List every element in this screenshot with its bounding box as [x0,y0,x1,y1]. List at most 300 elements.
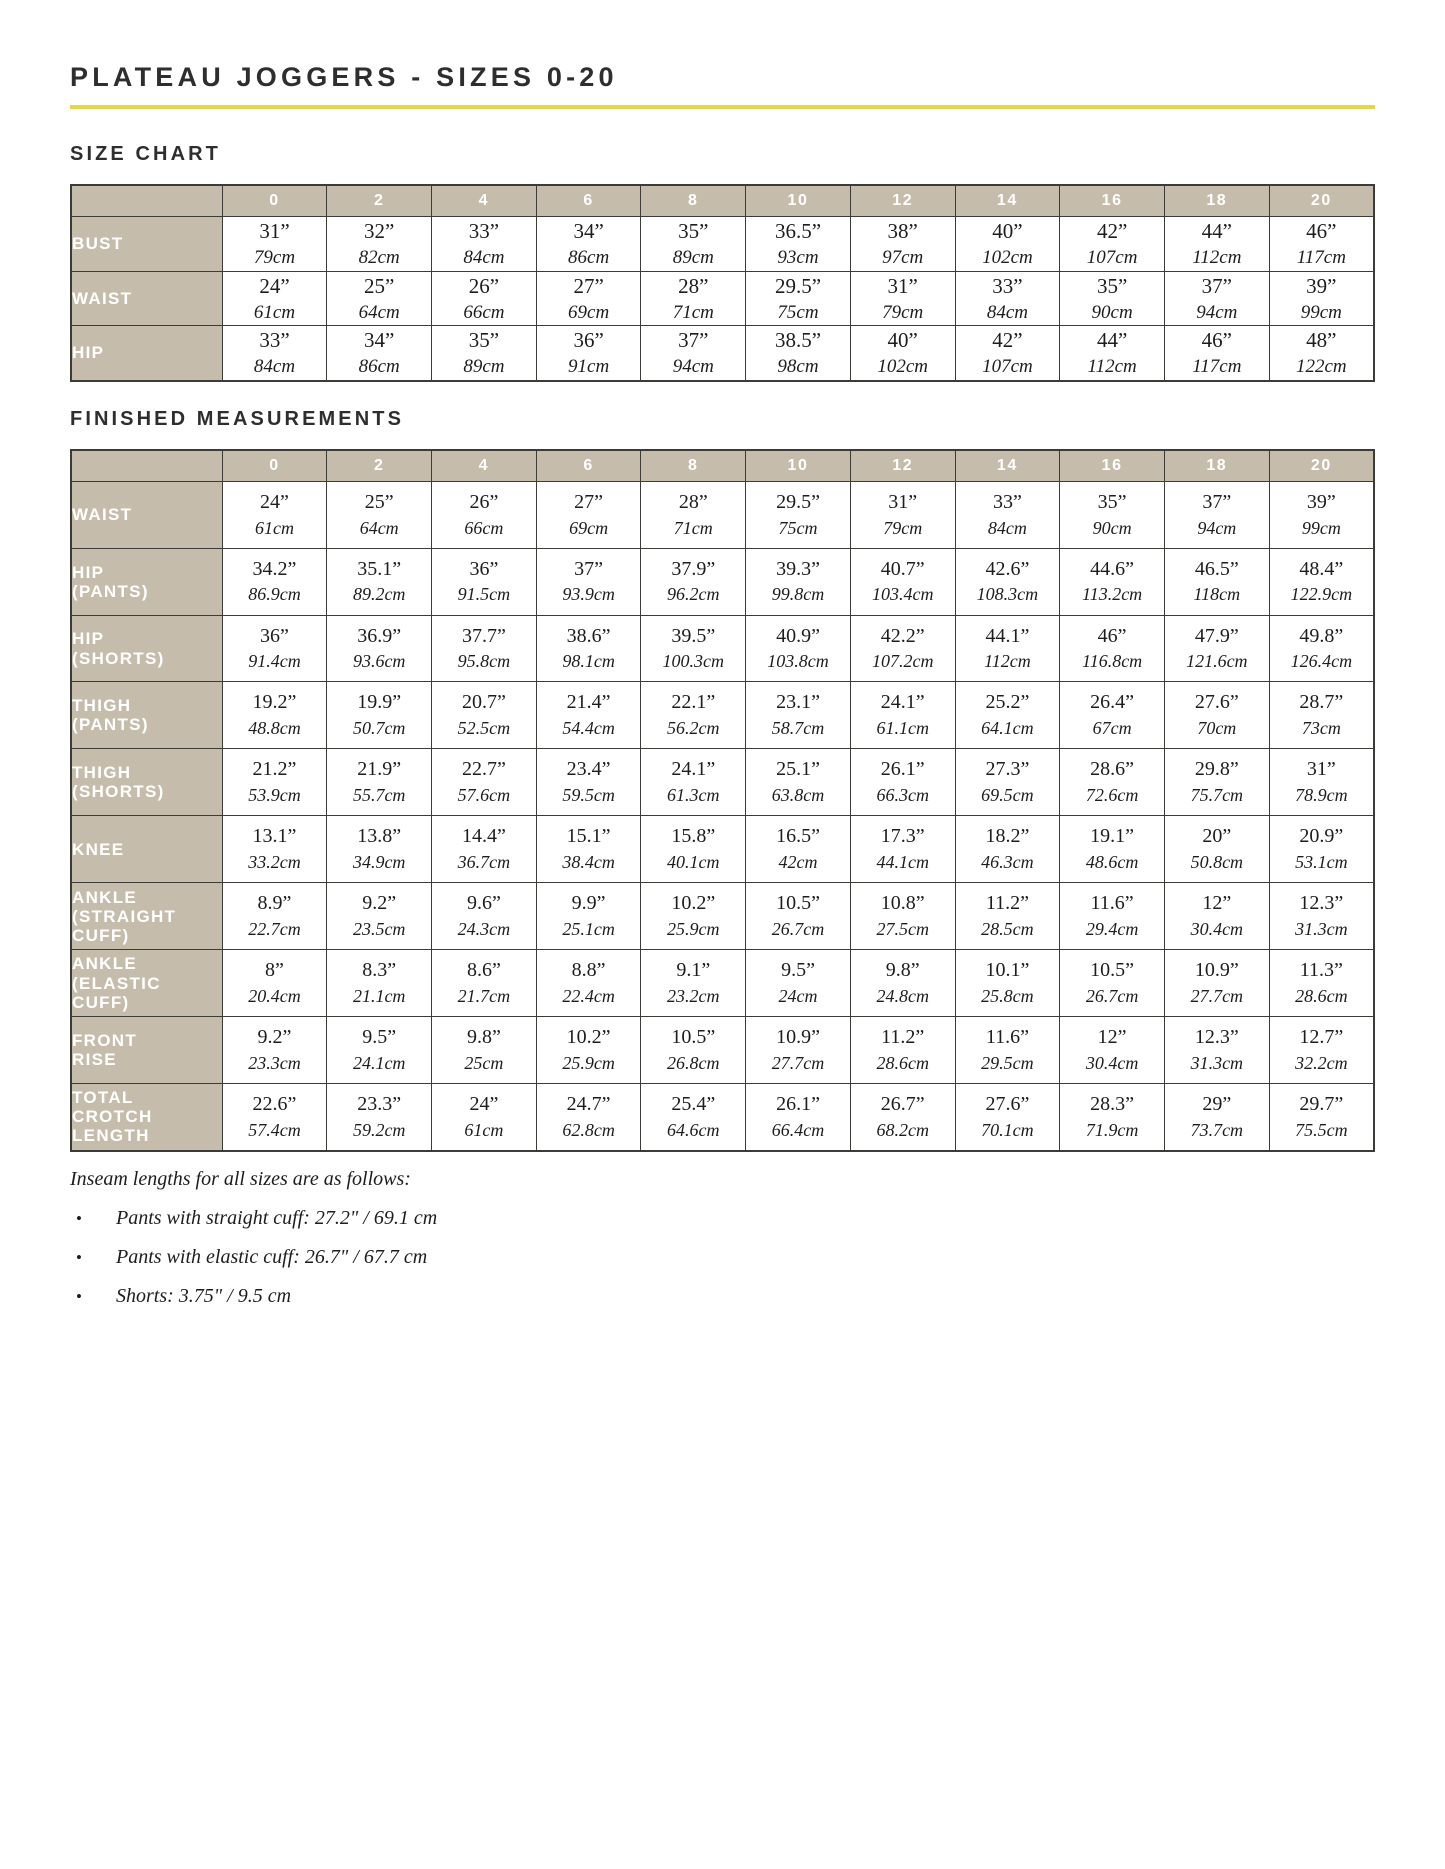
measurement-inches: 36.9” [357,624,402,647]
measurement-inches: 31” [888,490,918,513]
measurement-inches: 37” [574,557,604,580]
inseam-note-text: Pants with elastic cuff: 26.7" / 67.7 cm [116,1245,428,1268]
measurement-cell [1164,548,1269,615]
measurement-cell [536,682,641,749]
measurement-inches: 33” [992,273,1023,298]
measurement-centimeters: 70.1cm [981,1119,1034,1140]
measurement-inches: 24.1” [671,758,716,781]
measurement-centimeters: 29.5cm [981,1052,1034,1073]
measurement-inches: 21.9” [357,758,402,781]
measurement-cell [1164,749,1269,816]
measurement-centimeters: 42cm [778,852,818,873]
measurement-centimeters: 107.2cm [871,651,934,672]
measurement-cell [327,548,432,615]
measurement-centimeters: 102cm [982,247,1033,269]
table-row [71,883,1374,950]
measurement-inches: 35” [678,219,709,243]
size-column-header: 0 [222,450,327,482]
measurement-inches: 37.7” [461,624,506,647]
measurement-cell [746,749,851,816]
size-column-header: 4 [432,450,537,482]
measurement-inches: 22.1” [671,691,716,714]
measurement-centimeters: 62.8cm [562,1119,615,1140]
measurement-cell [955,816,1060,883]
measurement-centimeters: 122.9cm [1290,584,1353,605]
measurement-cell [955,217,1060,272]
measurement-centimeters: 116.8cm [1082,651,1143,672]
size-column-header: 14 [955,185,1060,217]
measurement-inches: 36” [469,557,499,580]
measurement-centimeters: 66.4cm [771,1119,825,1140]
measurement-inches: 12.3” [1299,892,1344,915]
measurement-cell [1060,326,1165,381]
measurement-inches: 9.6” [466,892,501,915]
measurement-centimeters: 25.8cm [981,985,1034,1006]
measurement-cell [432,548,537,615]
measurement-centimeters: 72.6cm [1085,785,1139,806]
measurement-inches: 29.5” [774,273,822,298]
measurement-centimeters: 70cm [1197,718,1237,739]
measurement-centimeters: 68.2cm [876,1119,929,1140]
measurement-cell [850,217,955,272]
measurement-inches: 42” [992,328,1023,353]
measurement-cell [641,615,746,682]
measurement-cell [327,682,432,749]
measurement-cell [641,682,746,749]
measurement-centimeters: 89cm [463,356,505,378]
measurement-cell [536,1083,641,1150]
measurement-centimeters: 122cm [1296,356,1347,378]
measurement-inches: 24” [259,273,290,298]
measurement-cell [746,481,851,548]
measurement-cell [850,615,955,682]
measurement-inches: 11.3” [1299,959,1343,982]
measurement-cell [536,548,641,615]
size-column-header: 20 [1269,185,1374,217]
measurement-inches: 17.3” [880,825,925,848]
measurement-centimeters: 33.2cm [248,852,301,873]
size-column-header: 0 [222,185,327,217]
measurement-cell [955,481,1060,548]
measurement-centimeters: 90cm [1091,301,1133,323]
measurement-centimeters: 97cm [882,247,924,269]
measurement-cell [746,816,851,883]
measurement-centimeters: 21.7cm [457,985,511,1006]
measurement-cell [850,1016,955,1083]
measurement-centimeters: 84cm [986,301,1028,323]
measurement-cell [432,682,537,749]
measurement-centimeters: 22.4cm [562,985,615,1006]
measurement-inches: 36” [260,624,289,647]
measurement-inches: 8” [265,959,284,982]
measurement-centimeters: 79cm [883,517,923,538]
measurement-cell [746,1083,851,1150]
measurement-centimeters: 28.6cm [1295,985,1348,1006]
size-column-header: 2 [327,185,432,217]
measurement-inches: 21.2” [252,758,297,781]
measurement-inches: 49.8” [1299,624,1344,647]
measurement-inches: 12.3” [1194,1025,1239,1048]
measurement-cell [850,1083,955,1150]
measurement-inches: 34.2” [252,557,297,580]
measurement-inches: 23.4” [566,758,611,781]
measurement-centimeters: 69cm [568,301,610,323]
finished-measurements-table-body [71,481,1374,1151]
table-row [71,749,1374,816]
measurement-inches: 24” [260,490,289,513]
measurement-centimeters: 126.4cm [1290,651,1353,672]
measurement-cell [432,615,537,682]
measurement-centimeters: 93cm [777,247,819,269]
measurement-cell [1269,615,1374,682]
measurement-inches: 34” [364,328,395,353]
measurement-cell [850,749,955,816]
measurement-centimeters: 26.7cm [1085,985,1139,1006]
measurement-centimeters: 84cm [253,356,296,378]
measurement-centimeters: 108.3cm [976,584,1039,605]
measurement-centimeters: 67cm [1092,718,1132,739]
measurement-cell [746,950,851,1017]
measurement-inches: 20.7” [461,691,506,714]
measurement-cell [955,883,1060,950]
measurement-row-label: THIGH (PANTS) [71,682,222,749]
measurement-cell [1164,615,1269,682]
measurement-centimeters: 61cm [254,517,294,538]
measurement-cell [1269,548,1374,615]
measurement-cell [955,1016,1060,1083]
measurement-cell [1164,481,1269,548]
measurement-centimeters: 93.6cm [352,651,406,672]
measurement-cell [1060,217,1165,272]
measurement-inches: 11.6” [985,1025,1029,1048]
measurement-cell [536,271,641,326]
measurement-centimeters: 69.5cm [981,785,1034,806]
measurement-cell [327,217,432,272]
measurement-centimeters: 57.4cm [248,1119,301,1140]
measurement-inches: 9.8” [466,1025,501,1048]
measurement-inches: 26.4” [1090,691,1135,714]
measurement-centimeters: 75.5cm [1295,1119,1348,1140]
measurement-cell [850,271,955,326]
measurement-centimeters: 25cm [464,1052,504,1073]
measurement-inches: 10.9” [776,1025,820,1048]
size-column-header: 12 [850,450,955,482]
measurement-cell [432,217,537,272]
measurement-inches: 27.6” [1194,691,1239,714]
measurement-cell [432,481,537,548]
size-column-header: 10 [746,185,851,217]
measurement-inches: 35” [1097,490,1127,513]
size-column-header: 18 [1164,185,1269,217]
measurement-inches: 25.1” [776,758,820,781]
measurement-cell [1060,950,1165,1017]
measurement-inches: 9.9” [571,892,606,915]
measurement-cell [536,217,641,272]
measurement-centimeters: 24cm [778,985,818,1006]
measurement-cell [1269,749,1374,816]
measurement-inches: 14.4” [461,825,506,848]
measurement-cell [641,950,746,1017]
measurement-centimeters: 118cm [1193,584,1241,605]
measurement-centimeters: 107cm [982,356,1033,378]
measurement-inches: 11.6” [1090,892,1134,915]
measurement-inches: 11.2” [881,1025,925,1048]
measurement-centimeters: 79cm [253,247,296,269]
measurement-centimeters: 31.3cm [1190,1052,1244,1073]
measurement-cell [1269,682,1374,749]
measurement-inches: 24” [469,1092,499,1115]
measurement-centimeters: 112cm [1087,356,1137,378]
measurement-centimeters: 73.7cm [1190,1119,1244,1140]
measurement-cell [327,950,432,1017]
measurement-centimeters: 89.2cm [352,584,406,605]
measurement-inches: 33” [259,328,290,353]
measurement-centimeters: 26.8cm [667,1052,720,1073]
measurement-inches: 28” [678,490,708,513]
measurement-centimeters: 91cm [568,356,610,378]
measurement-centimeters: 54.4cm [562,718,615,739]
measurement-cell [955,950,1060,1017]
section-heading-size-chart: SIZE CHART [70,143,221,165]
measurement-centimeters: 107cm [1086,247,1138,269]
list-item [70,1246,1375,1269]
measurement-centimeters: 30.4cm [1190,918,1244,939]
measurement-cell [1164,682,1269,749]
measurement-cell [327,1083,432,1150]
measurement-cell [1269,883,1374,950]
measurement-cell [746,271,851,326]
measurement-cell [1060,749,1165,816]
measurement-cell [222,548,327,615]
measurement-centimeters: 63.8cm [771,785,825,806]
measurement-centimeters: 98cm [777,356,819,378]
measurement-inches: 19.9” [357,691,402,714]
size-column-header: 20 [1269,450,1374,482]
measurement-centimeters: 64.6cm [667,1119,720,1140]
measurement-centimeters: 90cm [1092,517,1132,538]
measurement-centimeters: 30.4cm [1085,1052,1139,1073]
measurement-centimeters: 61.3cm [667,785,720,806]
size-chart-table-body [71,217,1374,381]
measurement-inches: 19.1” [1090,825,1135,848]
measurement-inches: 34” [573,219,604,243]
measurement-cell [850,883,955,950]
size-column-header: 10 [746,450,851,482]
measurement-inches: 26.7” [880,1092,925,1115]
measurement-centimeters: 50.8cm [1190,852,1244,873]
measurement-centimeters: 86.9cm [248,584,301,605]
measurement-inches: 8.6” [466,959,501,982]
measurement-centimeters: 21.1cm [352,985,406,1006]
measurement-inches: 35” [1096,273,1128,298]
measurement-cell [222,1016,327,1083]
measurement-inches: 39” [1306,490,1336,513]
measurement-cell [1269,1016,1374,1083]
measurement-inches: 10.8” [880,892,925,915]
measurement-centimeters: 64cm [358,301,400,323]
measurement-centimeters: 22.7cm [248,918,301,939]
inseam-notes-intro: Inseam lengths for all sizes are as follows: [70,1167,411,1190]
measurement-centimeters: 96.2cm [667,584,720,605]
measurement-inches: 10.5” [1090,959,1135,982]
measurement-centimeters: 53.1cm [1295,852,1348,873]
measurement-row-label: WAIST [71,271,222,326]
measurement-inches: 10.5” [671,1025,716,1048]
measurement-inches: 21.4” [566,691,611,714]
measurement-inches: 44.6” [1090,557,1135,580]
measurement-centimeters: 82cm [358,247,400,269]
measurement-centimeters: 36.7cm [457,852,511,873]
measurement-centimeters: 20.4cm [248,985,301,1006]
measurement-centimeters: 66.3cm [876,785,929,806]
measurement-cell [432,816,537,883]
measurement-inches: 31” [1306,758,1336,781]
measurement-cell [222,1083,327,1150]
measurement-inches: 12.7” [1299,1025,1344,1048]
measurement-centimeters: 23.2cm [667,985,720,1006]
measurement-cell [1164,816,1269,883]
measurement-inches: 46” [1097,624,1127,647]
measurement-centimeters: 24.1cm [352,1052,406,1073]
bullet-icon: • [76,1286,82,1306]
measurement-centimeters: 64cm [359,517,399,538]
inseam-note-text: Shorts: 3.75" / 9.5 cm [116,1284,292,1307]
measurement-centimeters: 27.7cm [1190,985,1244,1006]
measurement-cell [641,548,746,615]
measurement-centimeters: 52.5cm [457,718,511,739]
size-column-header: 12 [850,185,955,217]
measurement-inches: 29.8” [1194,758,1239,781]
measurement-inches: 38” [887,219,918,243]
measurement-inches: 22.6” [252,1092,297,1115]
measurement-cell [1060,271,1165,326]
measurement-centimeters: 28.6cm [876,1052,929,1073]
measurement-row-label: HIP [71,326,222,381]
measurement-inches: 28” [678,273,709,298]
measurement-cell [536,883,641,950]
measurement-cell [850,548,955,615]
table-row [71,1016,1374,1083]
measurement-row-label: THIGH (SHORTS) [71,749,222,816]
finished-measurements-table-head [71,450,1374,482]
size-column-header: 18 [1164,450,1269,482]
measurement-centimeters: 86cm [568,247,610,269]
measurement-centimeters: 23.3cm [248,1052,301,1073]
measurement-inches: 27” [574,490,604,513]
measurement-centimeters: 24.3cm [457,918,511,939]
measurement-cell [432,326,537,381]
measurement-cell [432,883,537,950]
measurement-inches: 37” [678,328,709,353]
measurement-cell [1060,1083,1165,1150]
title-underline-rule [70,105,1375,109]
measurement-centimeters: 27.7cm [771,1052,825,1073]
measurement-cell [222,883,327,950]
measurement-cell [222,271,327,326]
table-header-row [71,450,1374,482]
measurement-inches: 28.7” [1299,691,1344,714]
measurement-inches: 42” [1096,219,1128,243]
size-column-header: 2 [327,450,432,482]
measurement-inches: 25” [364,273,395,298]
measurement-inches: 38.5” [774,328,822,353]
measurement-centimeters: 56.2cm [667,718,720,739]
measurement-centimeters: 99.8cm [771,584,825,605]
measurement-cell [222,950,327,1017]
measurement-cell [1269,1083,1374,1150]
measurement-centimeters: 27.5cm [876,918,929,939]
measurement-cell [222,816,327,883]
table-header-row [71,185,1374,217]
measurement-centimeters: 86cm [358,356,400,378]
measurement-cell [850,816,955,883]
measurement-centimeters: 75cm [778,517,818,538]
measurement-inches: 48.4” [1299,557,1344,580]
measurement-inches: 39” [1306,273,1337,298]
measurement-cell [536,749,641,816]
bullet-icon: • [76,1208,82,1228]
measurement-centimeters: 48.6cm [1085,852,1139,873]
list-item [70,1207,1375,1230]
measurement-centimeters: 59.2cm [352,1119,406,1140]
measurement-inches: 31” [259,219,290,243]
measurement-cell [1164,271,1269,326]
measurement-cell [222,615,327,682]
table-corner-cell [71,185,222,217]
measurement-cell [1269,217,1374,272]
measurement-inches: 26” [469,490,499,513]
finished-measurements-table [70,449,1375,1152]
measurement-centimeters: 59.5cm [562,785,615,806]
measurement-inches: 20.9” [1299,825,1344,848]
measurement-cell [1269,816,1374,883]
table-row [71,950,1374,1017]
measurement-cell [222,217,327,272]
measurement-inches: 10.2” [671,892,716,915]
size-column-header: 16 [1060,185,1165,217]
measurement-inches: 40” [992,219,1023,243]
measurement-inches: 25.4” [671,1092,716,1115]
table-row [71,682,1374,749]
measurement-centimeters: 103.8cm [767,651,829,672]
measurement-cell [955,615,1060,682]
measurement-centimeters: 91.4cm [248,651,301,672]
measurement-centimeters: 55.7cm [352,785,406,806]
measurement-inches: 28.3” [1090,1092,1135,1115]
page-title: PLATEAU JOGGERS - SIZES 0-20 [70,62,618,92]
measurement-cell [746,548,851,615]
inseam-notes [70,1168,1375,1308]
measurement-centimeters: 100.3cm [662,651,725,672]
measurement-cell [327,271,432,326]
measurement-centimeters: 46.3cm [981,852,1034,873]
measurement-cell [955,1083,1060,1150]
measurement-inches: 39.3” [776,557,820,580]
measurement-inches: 11.2” [985,892,1029,915]
measurement-centimeters: 73cm [1301,718,1341,739]
measurement-centimeters: 57.6cm [457,785,511,806]
measurement-inches: 44” [1201,219,1232,243]
size-chart-table [70,184,1375,382]
measurement-inches: 24.1” [880,691,925,714]
table-row [71,271,1374,326]
size-column-header: 16 [1060,450,1165,482]
measurement-cell [641,326,746,381]
measurement-centimeters: 99cm [1300,301,1342,323]
measurement-inches: 10.5” [776,892,820,915]
measurement-inches: 9.2” [257,1025,292,1048]
measurement-centimeters: 93.9cm [562,584,615,605]
